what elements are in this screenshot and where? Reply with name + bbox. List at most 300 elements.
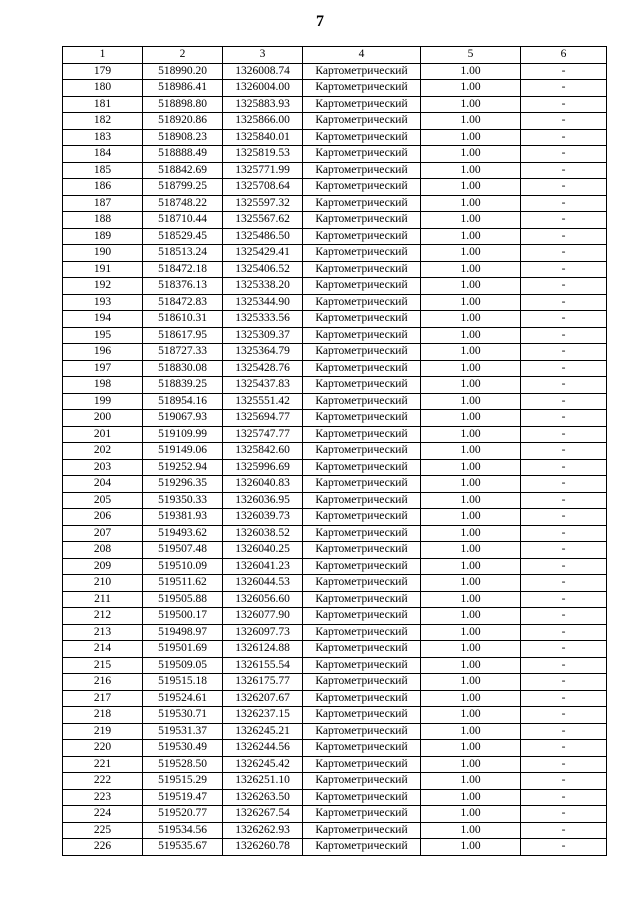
table-row: [63, 80, 607, 97]
table-row: [63, 212, 607, 229]
accuracy-cell: 1.00: [421, 822, 521, 839]
accuracy-cell: 1.00: [421, 80, 521, 97]
accuracy-cell: 1.00: [421, 377, 521, 394]
method-cell: Картометрический: [303, 96, 421, 113]
point-number-cell: 201: [63, 426, 143, 443]
x-coordinate-cell: 519530.49: [143, 740, 223, 757]
method-cell: Картометрический: [303, 228, 421, 245]
description-cell: -: [521, 822, 607, 839]
table-row: [63, 261, 607, 278]
accuracy-cell: 1.00: [421, 344, 521, 361]
y-coordinate-cell: 1326175.77: [223, 674, 303, 691]
x-coordinate-cell: 519530.71: [143, 707, 223, 724]
y-coordinate-cell: 1326036.95: [223, 492, 303, 509]
accuracy-cell: 1.00: [421, 311, 521, 328]
description-cell: -: [521, 80, 607, 97]
method-cell: Картометрический: [303, 657, 421, 674]
y-coordinate-cell: 1326244.56: [223, 740, 303, 757]
description-cell: -: [521, 624, 607, 641]
x-coordinate-cell: 519296.35: [143, 476, 223, 493]
method-cell: Картометрический: [303, 624, 421, 641]
table-row: [63, 179, 607, 196]
table-row: [63, 657, 607, 674]
y-coordinate-cell: 1325406.52: [223, 261, 303, 278]
point-number-cell: 199: [63, 393, 143, 410]
x-coordinate-cell: 519524.61: [143, 690, 223, 707]
x-coordinate-cell: 519500.17: [143, 608, 223, 625]
description-cell: -: [521, 773, 607, 790]
point-number-cell: 213: [63, 624, 143, 641]
y-coordinate-cell: 1325819.53: [223, 146, 303, 163]
method-cell: Картометрический: [303, 426, 421, 443]
table-row: [63, 476, 607, 493]
point-number-cell: 215: [63, 657, 143, 674]
method-cell: Картометрический: [303, 740, 421, 757]
accuracy-cell: 1.00: [421, 773, 521, 790]
description-cell: -: [521, 591, 607, 608]
x-coordinate-cell: 519511.62: [143, 575, 223, 592]
description-cell: -: [521, 707, 607, 724]
accuracy-cell: 1.00: [421, 707, 521, 724]
column-header-4: 4: [303, 47, 421, 64]
description-cell: -: [521, 426, 607, 443]
method-cell: Картометрический: [303, 261, 421, 278]
x-coordinate-cell: 519535.67: [143, 839, 223, 856]
accuracy-cell: 1.00: [421, 410, 521, 427]
table-row: [63, 410, 607, 427]
accuracy-cell: 1.00: [421, 492, 521, 509]
x-coordinate-cell: 518888.49: [143, 146, 223, 163]
x-coordinate-cell: 518898.80: [143, 96, 223, 113]
y-coordinate-cell: 1325428.76: [223, 360, 303, 377]
y-coordinate-cell: 1326008.74: [223, 63, 303, 80]
point-number-cell: 206: [63, 509, 143, 526]
description-cell: -: [521, 228, 607, 245]
accuracy-cell: 1.00: [421, 63, 521, 80]
description-cell: -: [521, 195, 607, 212]
table-row: [63, 789, 607, 806]
table-row: [63, 311, 607, 328]
table-row: [63, 228, 607, 245]
x-coordinate-cell: 519510.09: [143, 558, 223, 575]
point-number-cell: 197: [63, 360, 143, 377]
point-number-cell: 205: [63, 492, 143, 509]
x-coordinate-cell: 519519.47: [143, 789, 223, 806]
table-row: [63, 245, 607, 262]
description-cell: -: [521, 327, 607, 344]
point-number-cell: 203: [63, 459, 143, 476]
table-row: [63, 707, 607, 724]
method-cell: Картометрический: [303, 311, 421, 328]
point-number-cell: 192: [63, 278, 143, 295]
method-cell: Картометрический: [303, 707, 421, 724]
y-coordinate-cell: 1325708.64: [223, 179, 303, 196]
y-coordinate-cell: 1325486.50: [223, 228, 303, 245]
page-number: 7: [316, 13, 324, 30]
x-coordinate-cell: 518376.13: [143, 278, 223, 295]
method-cell: Картометрический: [303, 327, 421, 344]
accuracy-cell: 1.00: [421, 509, 521, 526]
table-row: [63, 558, 607, 575]
y-coordinate-cell: 1326040.83: [223, 476, 303, 493]
table-row: [63, 443, 607, 460]
description-cell: -: [521, 63, 607, 80]
accuracy-cell: 1.00: [421, 195, 521, 212]
y-coordinate-cell: 1325996.69: [223, 459, 303, 476]
point-number-cell: 187: [63, 195, 143, 212]
y-coordinate-cell: 1325364.79: [223, 344, 303, 361]
accuracy-cell: 1.00: [421, 690, 521, 707]
description-cell: -: [521, 674, 607, 691]
description-cell: -: [521, 179, 607, 196]
method-cell: Картометрический: [303, 377, 421, 394]
x-coordinate-cell: 519534.56: [143, 822, 223, 839]
y-coordinate-cell: 1325840.01: [223, 129, 303, 146]
x-coordinate-cell: 518472.83: [143, 294, 223, 311]
method-cell: Картометрический: [303, 344, 421, 361]
column-header-6: 6: [521, 47, 607, 64]
method-cell: Картометрический: [303, 723, 421, 740]
y-coordinate-cell: 1325333.56: [223, 311, 303, 328]
point-number-cell: 223: [63, 789, 143, 806]
header-row: [63, 47, 607, 64]
point-number-cell: 196: [63, 344, 143, 361]
point-number-cell: 186: [63, 179, 143, 196]
point-number-cell: 182: [63, 113, 143, 130]
method-cell: Картометрический: [303, 212, 421, 229]
x-coordinate-cell: 519149.06: [143, 443, 223, 460]
x-coordinate-cell: 518513.24: [143, 245, 223, 262]
method-cell: Картометрический: [303, 360, 421, 377]
table-row: [63, 459, 607, 476]
accuracy-cell: 1.00: [421, 393, 521, 410]
x-coordinate-cell: 519515.18: [143, 674, 223, 691]
point-number-cell: 181: [63, 96, 143, 113]
accuracy-cell: 1.00: [421, 476, 521, 493]
y-coordinate-cell: 1325747.77: [223, 426, 303, 443]
accuracy-cell: 1.00: [421, 261, 521, 278]
y-coordinate-cell: 1326041.23: [223, 558, 303, 575]
x-coordinate-cell: 519515.29: [143, 773, 223, 790]
method-cell: Картометрический: [303, 674, 421, 691]
method-cell: Картометрический: [303, 591, 421, 608]
description-cell: -: [521, 608, 607, 625]
x-coordinate-cell: 518472.18: [143, 261, 223, 278]
point-number-cell: 185: [63, 162, 143, 179]
y-coordinate-cell: 1326263.50: [223, 789, 303, 806]
accuracy-cell: 1.00: [421, 113, 521, 130]
y-coordinate-cell: 1325597.32: [223, 195, 303, 212]
method-cell: Картометрический: [303, 129, 421, 146]
description-cell: -: [521, 245, 607, 262]
description-cell: -: [521, 410, 607, 427]
x-coordinate-cell: 518799.25: [143, 179, 223, 196]
y-coordinate-cell: 1326245.21: [223, 723, 303, 740]
description-cell: -: [521, 146, 607, 163]
table-row: [63, 756, 607, 773]
table-row: [63, 674, 607, 691]
method-cell: Картометрический: [303, 162, 421, 179]
description-cell: -: [521, 789, 607, 806]
x-coordinate-cell: 518954.16: [143, 393, 223, 410]
y-coordinate-cell: 1326155.54: [223, 657, 303, 674]
x-coordinate-cell: 519528.50: [143, 756, 223, 773]
accuracy-cell: 1.00: [421, 740, 521, 757]
method-cell: Картометрический: [303, 245, 421, 262]
x-coordinate-cell: 519531.37: [143, 723, 223, 740]
table-body: [63, 63, 607, 855]
method-cell: Картометрический: [303, 558, 421, 575]
method-cell: Картометрический: [303, 690, 421, 707]
table-row: [63, 839, 607, 856]
table-row: [63, 344, 607, 361]
point-number-cell: 224: [63, 806, 143, 823]
method-cell: Картометрический: [303, 294, 421, 311]
point-number-cell: 219: [63, 723, 143, 740]
table-row: [63, 806, 607, 823]
accuracy-cell: 1.00: [421, 162, 521, 179]
x-coordinate-cell: 518986.41: [143, 80, 223, 97]
accuracy-cell: 1.00: [421, 542, 521, 559]
description-cell: -: [521, 525, 607, 542]
table-row: [63, 822, 607, 839]
x-coordinate-cell: 519505.88: [143, 591, 223, 608]
y-coordinate-cell: 1326124.88: [223, 641, 303, 658]
y-coordinate-cell: 1326097.73: [223, 624, 303, 641]
method-cell: Картометрический: [303, 393, 421, 410]
accuracy-cell: 1.00: [421, 806, 521, 823]
y-coordinate-cell: 1326004.00: [223, 80, 303, 97]
y-coordinate-cell: 1325567.62: [223, 212, 303, 229]
table-row: [63, 96, 607, 113]
table-row: [63, 740, 607, 757]
x-coordinate-cell: 519520.77: [143, 806, 223, 823]
accuracy-cell: 1.00: [421, 756, 521, 773]
method-cell: Картометрический: [303, 476, 421, 493]
y-coordinate-cell: 1326245.42: [223, 756, 303, 773]
point-number-cell: 200: [63, 410, 143, 427]
y-coordinate-cell: 1325883.93: [223, 96, 303, 113]
y-coordinate-cell: 1326044.53: [223, 575, 303, 592]
method-cell: Картометрический: [303, 773, 421, 790]
description-cell: -: [521, 740, 607, 757]
y-coordinate-cell: 1326251.10: [223, 773, 303, 790]
description-cell: -: [521, 641, 607, 658]
y-coordinate-cell: 1325344.90: [223, 294, 303, 311]
point-number-cell: 210: [63, 575, 143, 592]
method-cell: Картометрический: [303, 789, 421, 806]
y-coordinate-cell: 1326040.25: [223, 542, 303, 559]
method-cell: Картометрический: [303, 80, 421, 97]
accuracy-cell: 1.00: [421, 96, 521, 113]
y-coordinate-cell: 1325866.00: [223, 113, 303, 130]
accuracy-cell: 1.00: [421, 426, 521, 443]
method-cell: Картометрический: [303, 509, 421, 526]
point-number-cell: 179: [63, 63, 143, 80]
point-number-cell: 204: [63, 476, 143, 493]
accuracy-cell: 1.00: [421, 228, 521, 245]
accuracy-cell: 1.00: [421, 591, 521, 608]
accuracy-cell: 1.00: [421, 327, 521, 344]
method-cell: Картометрический: [303, 443, 421, 460]
method-cell: Картометрический: [303, 278, 421, 295]
accuracy-cell: 1.00: [421, 723, 521, 740]
accuracy-cell: 1.00: [421, 674, 521, 691]
table-row: [63, 195, 607, 212]
table-row: [63, 278, 607, 295]
table-row: [63, 608, 607, 625]
x-coordinate-cell: 519252.94: [143, 459, 223, 476]
x-coordinate-cell: 518617.95: [143, 327, 223, 344]
description-cell: -: [521, 839, 607, 856]
point-number-cell: 218: [63, 707, 143, 724]
point-number-cell: 202: [63, 443, 143, 460]
method-cell: Картометрический: [303, 410, 421, 427]
column-header-2: 2: [143, 47, 223, 64]
point-number-cell: 195: [63, 327, 143, 344]
y-coordinate-cell: 1326267.54: [223, 806, 303, 823]
point-number-cell: 191: [63, 261, 143, 278]
y-coordinate-cell: 1326237.15: [223, 707, 303, 724]
description-cell: -: [521, 690, 607, 707]
method-cell: Картометрический: [303, 822, 421, 839]
x-coordinate-cell: 518839.25: [143, 377, 223, 394]
description-cell: -: [521, 129, 607, 146]
description-cell: -: [521, 542, 607, 559]
accuracy-cell: 1.00: [421, 558, 521, 575]
description-cell: -: [521, 575, 607, 592]
point-number-cell: 221: [63, 756, 143, 773]
table-row: [63, 492, 607, 509]
description-cell: -: [521, 212, 607, 229]
accuracy-cell: 1.00: [421, 179, 521, 196]
x-coordinate-cell: 519109.99: [143, 426, 223, 443]
accuracy-cell: 1.00: [421, 360, 521, 377]
y-coordinate-cell: 1325437.83: [223, 377, 303, 394]
point-number-cell: 180: [63, 80, 143, 97]
description-cell: -: [521, 360, 607, 377]
y-coordinate-cell: 1326262.93: [223, 822, 303, 839]
table-row: [63, 294, 607, 311]
point-number-cell: 188: [63, 212, 143, 229]
method-cell: Картометрический: [303, 641, 421, 658]
accuracy-cell: 1.00: [421, 129, 521, 146]
table-row: [63, 360, 607, 377]
table-row: [63, 393, 607, 410]
method-cell: Картометрический: [303, 542, 421, 559]
table-row: [63, 542, 607, 559]
description-cell: -: [521, 311, 607, 328]
point-number-cell: 208: [63, 542, 143, 559]
y-coordinate-cell: 1326207.67: [223, 690, 303, 707]
table-row: [63, 377, 607, 394]
x-coordinate-cell: 518748.22: [143, 195, 223, 212]
column-header-1: 1: [63, 47, 143, 64]
x-coordinate-cell: 519509.05: [143, 657, 223, 674]
accuracy-cell: 1.00: [421, 641, 521, 658]
accuracy-cell: 1.00: [421, 575, 521, 592]
x-coordinate-cell: 518920.86: [143, 113, 223, 130]
table-row: [63, 63, 607, 80]
table-row: [63, 129, 607, 146]
y-coordinate-cell: 1326038.52: [223, 525, 303, 542]
accuracy-cell: 1.00: [421, 839, 521, 856]
accuracy-cell: 1.00: [421, 245, 521, 262]
point-number-cell: 225: [63, 822, 143, 839]
method-cell: Картометрический: [303, 146, 421, 163]
column-header-5: 5: [421, 47, 521, 64]
accuracy-cell: 1.00: [421, 294, 521, 311]
y-coordinate-cell: 1325771.99: [223, 162, 303, 179]
x-coordinate-cell: 519381.93: [143, 509, 223, 526]
accuracy-cell: 1.00: [421, 525, 521, 542]
table-row: [63, 773, 607, 790]
table-row: [63, 690, 607, 707]
method-cell: Картометрический: [303, 525, 421, 542]
point-number-cell: 220: [63, 740, 143, 757]
method-cell: Картометрический: [303, 608, 421, 625]
x-coordinate-cell: 519493.62: [143, 525, 223, 542]
x-coordinate-cell: 518830.08: [143, 360, 223, 377]
method-cell: Картометрический: [303, 63, 421, 80]
description-cell: -: [521, 756, 607, 773]
x-coordinate-cell: 519507.48: [143, 542, 223, 559]
description-cell: -: [521, 113, 607, 130]
description-cell: -: [521, 476, 607, 493]
y-coordinate-cell: 1326077.90: [223, 608, 303, 625]
accuracy-cell: 1.00: [421, 459, 521, 476]
point-number-cell: 184: [63, 146, 143, 163]
coordinates-table: [62, 46, 607, 856]
description-cell: -: [521, 377, 607, 394]
y-coordinate-cell: 1326056.60: [223, 591, 303, 608]
description-cell: -: [521, 459, 607, 476]
point-number-cell: 189: [63, 228, 143, 245]
accuracy-cell: 1.00: [421, 657, 521, 674]
table-row: [63, 575, 607, 592]
table-row: [63, 426, 607, 443]
y-coordinate-cell: 1325694.77: [223, 410, 303, 427]
method-cell: Картометрический: [303, 459, 421, 476]
table-row: [63, 723, 607, 740]
accuracy-cell: 1.00: [421, 608, 521, 625]
description-cell: -: [521, 162, 607, 179]
y-coordinate-cell: 1325309.37: [223, 327, 303, 344]
point-number-cell: 212: [63, 608, 143, 625]
accuracy-cell: 1.00: [421, 278, 521, 295]
y-coordinate-cell: 1325429.41: [223, 245, 303, 262]
description-cell: -: [521, 261, 607, 278]
accuracy-cell: 1.00: [421, 146, 521, 163]
point-number-cell: 194: [63, 311, 143, 328]
method-cell: Картометрический: [303, 756, 421, 773]
point-number-cell: 217: [63, 690, 143, 707]
y-coordinate-cell: 1325338.20: [223, 278, 303, 295]
method-cell: Картометрический: [303, 575, 421, 592]
accuracy-cell: 1.00: [421, 624, 521, 641]
x-coordinate-cell: 518990.20: [143, 63, 223, 80]
point-number-cell: 214: [63, 641, 143, 658]
point-number-cell: 216: [63, 674, 143, 691]
x-coordinate-cell: 518727.33: [143, 344, 223, 361]
description-cell: -: [521, 443, 607, 460]
description-cell: -: [521, 96, 607, 113]
description-cell: -: [521, 294, 607, 311]
point-number-cell: 222: [63, 773, 143, 790]
table-row: [63, 509, 607, 526]
accuracy-cell: 1.00: [421, 789, 521, 806]
method-cell: Картометрический: [303, 113, 421, 130]
